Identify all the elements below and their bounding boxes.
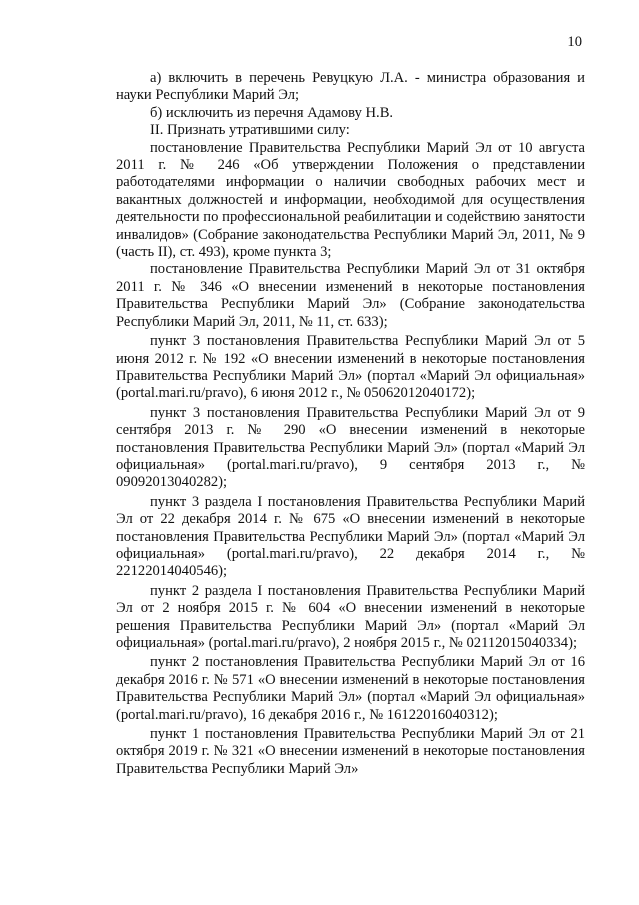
paragraph-section-ii: II. Признать утратившими силу: (150, 122, 350, 139)
paragraph-item-b: б) исключить из перечня Адамову Н.В. (150, 104, 394, 121)
paragraph-repeal-2019-321: пункт 1 постановления Правительства Республики Марий Эл от 21 октября 2019 г. № 321 «О внесении изменений в некоторые постановления Правительства Республики Марий Эл» (116, 726, 585, 777)
page-number: 10 (567, 34, 582, 50)
document-body (116, 70, 585, 778)
paragraph-repeal-2011-246: постановление Правительства Республики Марий Эл от 10 августа 2011 г. № 246 «Об утверждении Положения о представлении работодателями информации о наличии свободных рабочих мест и вакантных должностей и информации, необходимой для осуществления деятельности по профессиональной реабилитации и содействию занятости инвалидов» (Собрание законодательства Республики Марий Эл, 2011, № 9 (часть II), ст. 493), кроме пункта 3; (116, 139, 585, 261)
paragraph-repeal-2014-675: пункт 3 раздела I постановления Правительства Республики Марий Эл от 22 декабря 2014 г. № 675 «О внесении изменений в некоторые постановления Правительства Республики Марий Эл» (портал «Марий Эл официальная» (portal.mari.ru/pravo), 22 декабря 2014 г., № 22122014040546); (116, 493, 585, 580)
paragraph-repeal-2012-192: пункт 3 постановления Правительства Республики Марий Эл от 5 июня 2012 г. № 192 «О внесении изменений в некоторые постановления Правительства Республики Марий Эл» (портал «Марий Эл официальная» (portal.mari.ru/pravo), 6 июня 2012 г., № 05062012040172); (116, 333, 585, 402)
paragraph-item-a: а) включить в перечень Ревуцкую Л.А. - министра образования и науки Республики Марий Эл; (116, 70, 585, 104)
paragraph-repeal-2016-571: пункт 2 постановления Правительства Республики Марий Эл от 16 декабря 2016 г. № 571 «О внесении изменений в некоторые постановления Правительства Республики Марий Эл» (портал «Марий Эл официальная» (portal.mari.ru/pravo), 16 декабря 2016 г., № 16122016040312); (116, 654, 585, 723)
paragraph-repeal-2011-346: постановление Правительства Республики Марий Эл от 31 октября 2011 г. № 346 «О внесении изменений в некоторые постановления Правительства Республики Марий Эл» (Собрание законодательства Республики Марий Эл, 2011, № 11, ст. 633); (116, 261, 585, 330)
paragraph-repeal-2015-604: пункт 2 раздела I постановления Правительства Республики Марий Эл от 2 ноября 2015 г. № 604 «О внесении изменений в некоторые решения Правительства Республики Марий Эл» (портал «Марий Эл официальная» (portal.mari.ru/pravo), 2 ноября 2015 г., № 02112015040334); (116, 582, 585, 651)
paragraph-repeal-2013-290: пункт 3 постановления Правительства Республики Марий Эл от 9 сентября 2013 г. № 290 «О внесении изменений в некоторые постановления Правительства Республики Марий Эл» (портал «Марий Эл официальная» (portal.mari.ru/pravo), 9 сентября 2013 г., № 09092013040282); (116, 404, 585, 491)
